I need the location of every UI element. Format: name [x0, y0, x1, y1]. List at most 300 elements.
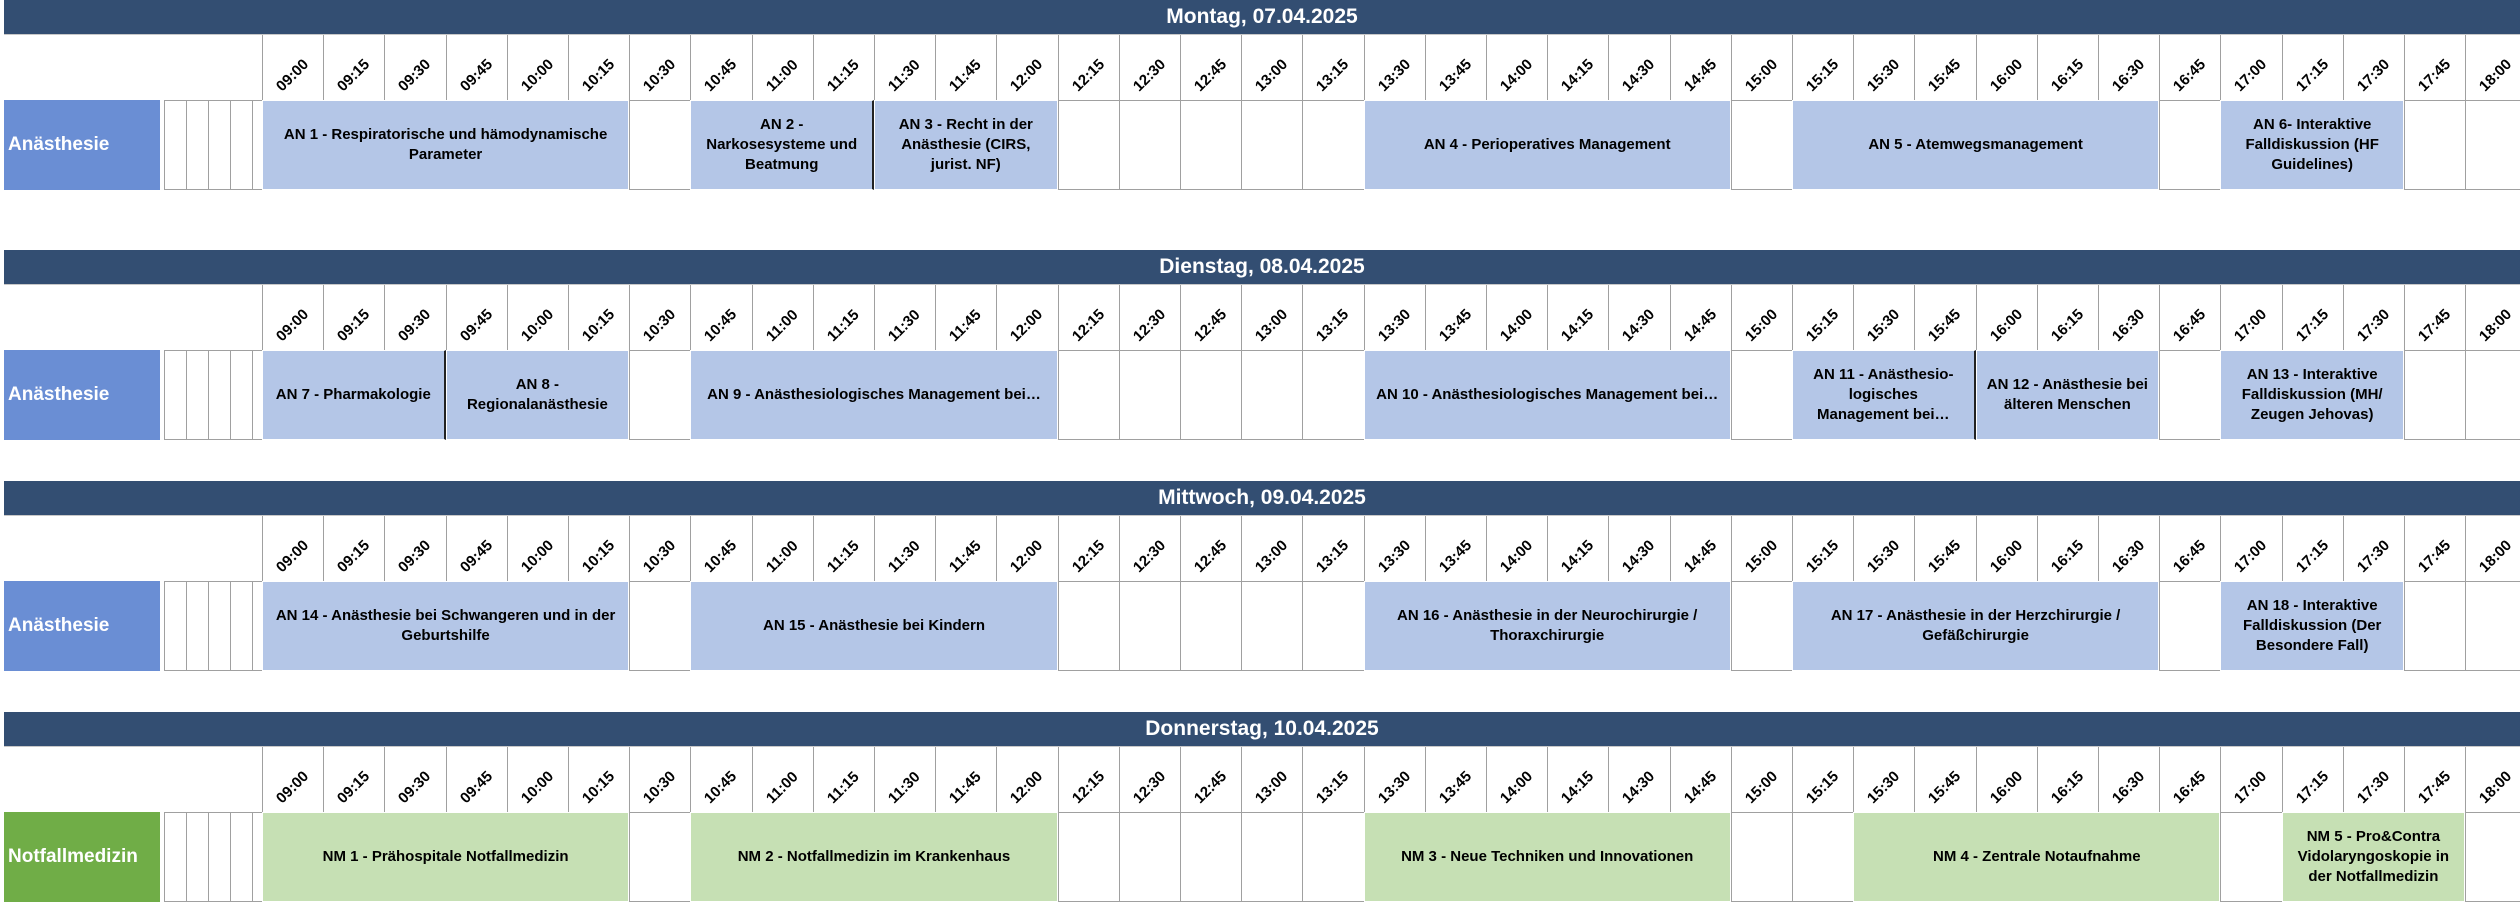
time-label: 13:15 — [1313, 536, 1353, 576]
session-block[interactable] — [1364, 100, 1731, 190]
grid-cell — [208, 812, 230, 902]
time-label: 16:15 — [2047, 767, 2088, 807]
time-label: 13:00 — [1252, 305, 1292, 345]
time-label: 11:30 — [885, 56, 924, 95]
grid-cell — [1241, 100, 1302, 190]
time-label: 11:30 — [885, 306, 924, 345]
grid-cell — [1302, 350, 1363, 440]
time-label: 14:00 — [1497, 767, 1537, 807]
time-label: 18:00 — [2476, 55, 2516, 95]
time-label: 13:30 — [1374, 536, 1414, 576]
time-slot — [262, 35, 323, 101]
time-label: 11:30 — [885, 537, 924, 576]
session-title: AN 12 - Anästhesie bei älteren Menschen — [1986, 376, 2148, 413]
session-title: AN 10 - Anästhesiologisches Management bei… — [1376, 386, 1719, 403]
time-label: 17:45 — [2415, 305, 2455, 345]
session-title: AN 3 - Recht in der Anästhesie (CIRS, jurist. NF) — [898, 116, 1033, 173]
time-label: 12:45 — [1191, 305, 1231, 345]
time-slot — [1547, 285, 1608, 351]
day-section — [4, 250, 2520, 440]
time-label: 13:00 — [1252, 55, 1292, 95]
time-label: 11:15 — [823, 306, 863, 345]
time-label: 17:30 — [2353, 767, 2394, 807]
time-label: 09:00 — [273, 55, 313, 95]
time-label: 11:45 — [946, 56, 985, 95]
time-label: 13:45 — [1435, 55, 1476, 95]
time-slot — [874, 747, 935, 813]
time-label: 12:45 — [1191, 536, 1231, 576]
time-slot — [2404, 35, 2465, 101]
grid-cell — [1241, 350, 1302, 440]
grid-cell — [1058, 581, 1119, 671]
grid-cell — [230, 100, 252, 190]
time-label: 18:00 — [2476, 305, 2516, 345]
grid-cell — [1180, 812, 1241, 902]
time-slot — [1670, 35, 1731, 101]
time-label: 09:00 — [273, 767, 313, 807]
time-slot — [1731, 516, 1792, 582]
time-label: 09:00 — [273, 536, 313, 576]
time-header-row — [4, 515, 2520, 582]
time-label: 13:15 — [1313, 767, 1353, 807]
time-label: 17:30 — [2353, 55, 2394, 95]
grid-cell — [2465, 812, 2520, 902]
time-label: 15:00 — [1741, 55, 1782, 95]
time-slot — [752, 35, 813, 101]
session-block[interactable] — [2282, 812, 2466, 902]
grid-cell — [1180, 350, 1241, 440]
time-slot — [2465, 747, 2520, 813]
session-title: AN 8 - Regionalanästhesie — [466, 376, 608, 413]
time-label: 12:45 — [1191, 55, 1231, 95]
session-block[interactable] — [1792, 581, 2159, 671]
time-label: 15:45 — [1925, 767, 1965, 807]
session-title: AN 14 - Anästhesie bei Schwangeren und in der Geburtshilfe — [275, 607, 616, 644]
time-label: 13:45 — [1435, 305, 1476, 345]
time-label: 13:45 — [1435, 767, 1476, 807]
session-title: NM 4 - Zentrale Notaufnahme — [1933, 848, 2141, 865]
day-title: Montag, 07.04.2025 — [4, 0, 2520, 34]
time-slot — [996, 747, 1057, 813]
grid-cell — [1119, 812, 1180, 902]
time-label: 11:15 — [823, 768, 863, 807]
session-block[interactable] — [262, 581, 629, 671]
time-slot — [1241, 747, 1302, 813]
grid-cell — [1058, 812, 1119, 902]
session-block[interactable] — [690, 812, 1057, 902]
session-title: AN 2 - Narkosesysteme und Beatmung — [706, 116, 858, 173]
time-slot — [1486, 747, 1547, 813]
time-slot — [1425, 516, 1486, 582]
session-block[interactable] — [2220, 350, 2404, 440]
session-title: NM 3 - Neue Techniken und Innovationen — [1401, 848, 1694, 865]
time-label: 09:45 — [456, 767, 496, 807]
grid-cell — [1302, 812, 1363, 902]
time-label: 11:00 — [762, 768, 802, 807]
time-label: 14:45 — [1680, 305, 1720, 345]
time-label: 10:00 — [517, 305, 558, 345]
time-slot — [2098, 516, 2159, 582]
time-slot — [2404, 516, 2465, 582]
grid-cell — [1241, 812, 1302, 902]
session-block[interactable] — [1792, 100, 2159, 190]
time-slot — [1547, 516, 1608, 582]
time-slot — [2404, 747, 2465, 813]
session-block[interactable] — [446, 350, 630, 440]
time-label: 11:45 — [946, 537, 985, 576]
time-label: 16:30 — [2109, 305, 2149, 345]
time-slot — [446, 516, 507, 582]
time-slot — [1976, 35, 2037, 101]
time-slot — [935, 747, 996, 813]
time-label: 14:30 — [1619, 305, 1659, 345]
time-label: 16:00 — [1986, 767, 2026, 807]
time-label: 17:00 — [2231, 767, 2271, 807]
time-slot — [629, 35, 690, 101]
session-title: AN 7 - Pharmakologie — [275, 386, 431, 403]
time-label: 09:45 — [456, 536, 496, 576]
time-label: 12:00 — [1007, 305, 1047, 345]
time-label: 17:15 — [2292, 767, 2332, 807]
time-slot — [1241, 516, 1302, 582]
grid-cell — [2465, 100, 2520, 190]
time-label: 17:00 — [2231, 305, 2271, 345]
time-slot — [1058, 285, 1119, 351]
time-label: 14:45 — [1680, 767, 1720, 807]
grid-cell — [1731, 100, 1792, 190]
time-slot — [1119, 285, 1180, 351]
row-category-label: Anästhesie — [4, 581, 160, 671]
time-slot — [568, 747, 629, 813]
time-slot — [2343, 285, 2404, 351]
time-label: 17:15 — [2292, 305, 2332, 345]
time-slot — [2465, 516, 2520, 582]
time-slot — [2220, 285, 2281, 351]
day-section — [4, 0, 2520, 190]
time-label: 10:15 — [579, 55, 619, 95]
time-label: 09:30 — [395, 305, 435, 345]
time-label: 16:00 — [1986, 536, 2026, 576]
time-label: 11:45 — [946, 768, 985, 807]
time-slot — [1364, 747, 1425, 813]
time-label: 14:15 — [1558, 305, 1598, 345]
time-label: 14:00 — [1497, 536, 1537, 576]
time-header-row — [4, 746, 2520, 813]
session-block[interactable] — [874, 100, 1058, 190]
grid-cell — [1302, 100, 1363, 190]
time-slot — [2343, 35, 2404, 101]
time-slot — [2282, 516, 2343, 582]
time-label: 10:15 — [579, 536, 619, 576]
time-label: 16:15 — [2047, 55, 2088, 95]
time-label: 13:00 — [1252, 767, 1292, 807]
grid-cell — [629, 581, 690, 671]
day-title: Dienstag, 08.04.2025 — [4, 250, 2520, 284]
time-slot — [2282, 35, 2343, 101]
session-title: AN 16 - Anästhesie in der Neurochirurgie / Thoraxchirurgie — [1397, 607, 1698, 644]
time-label: 14:45 — [1680, 55, 1720, 95]
time-slot — [2282, 747, 2343, 813]
time-slot — [1425, 35, 1486, 101]
time-label: 10:00 — [517, 536, 558, 576]
session-title: NM 1 - Prähospitale Notfallmedizin — [322, 848, 569, 865]
time-label: 15:30 — [1864, 536, 1904, 576]
time-label: 13:30 — [1374, 55, 1414, 95]
session-title: NM 5 - Pro&Contra Vidolaryngoskopie in der Notfallmedizin — [2297, 828, 2450, 885]
time-label: 15:45 — [1925, 536, 1965, 576]
time-slot — [384, 747, 445, 813]
time-slot — [1731, 35, 1792, 101]
session-title: AN 11 - Anästhesio-logisches Management bei… — [1813, 366, 1954, 423]
time-label: 12:15 — [1068, 55, 1108, 95]
time-label: 15:45 — [1925, 55, 1965, 95]
time-label: 18:00 — [2476, 767, 2516, 807]
grid-cell — [1731, 581, 1792, 671]
grid-cell — [164, 100, 186, 190]
time-label: 13:30 — [1374, 305, 1414, 345]
time-label: 17:45 — [2415, 536, 2455, 576]
time-label: 14:30 — [1619, 536, 1659, 576]
time-slot — [384, 35, 445, 101]
session-block[interactable] — [2220, 100, 2404, 190]
grid-cell — [1731, 350, 1792, 440]
time-slot — [507, 747, 568, 813]
grid-cell — [2159, 581, 2220, 671]
session-block[interactable] — [690, 581, 1057, 671]
grid-cell — [230, 812, 252, 902]
time-label: 12:00 — [1007, 536, 1047, 576]
time-slot — [935, 285, 996, 351]
time-label: 17:15 — [2292, 536, 2332, 576]
row-category-label: Anästhesie — [4, 100, 160, 190]
time-slot — [690, 747, 751, 813]
grid-cell — [1058, 350, 1119, 440]
time-slot — [1792, 747, 1853, 813]
time-slot — [446, 747, 507, 813]
time-slot — [935, 516, 996, 582]
time-slot — [1180, 285, 1241, 351]
grid-cell — [1180, 100, 1241, 190]
grid-cell — [2159, 100, 2220, 190]
time-slot — [690, 516, 751, 582]
session-block[interactable] — [1976, 350, 2160, 440]
session-block[interactable] — [1853, 812, 2220, 902]
session-title: AN 18 - Interaktive Falldiskussion (Der Besondere Fall) — [2243, 597, 2382, 654]
session-block[interactable] — [2220, 581, 2404, 671]
time-slot — [752, 285, 813, 351]
time-slot — [752, 747, 813, 813]
time-slot — [2404, 285, 2465, 351]
time-slot — [1486, 35, 1547, 101]
time-label: 18:00 — [2476, 536, 2516, 576]
time-label: 10:00 — [517, 767, 558, 807]
session-title: AN 15 - Anästhesie bei Kindern — [762, 617, 985, 634]
time-slot — [629, 516, 690, 582]
session-block[interactable] — [1364, 812, 1731, 902]
time-label: 10:45 — [701, 305, 741, 345]
time-label: 14:15 — [1558, 767, 1598, 807]
grid-cell — [1302, 581, 1363, 671]
time-label: 10:30 — [640, 55, 680, 95]
time-slot — [996, 285, 1057, 351]
grid-cell — [208, 581, 230, 671]
time-label: 13:15 — [1313, 55, 1353, 95]
day-title: Donnerstag, 10.04.2025 — [4, 712, 2520, 746]
time-slot — [1670, 285, 1731, 351]
time-slot — [384, 516, 445, 582]
time-slot — [2159, 285, 2220, 351]
session-block[interactable] — [1792, 350, 1976, 440]
time-slot — [752, 516, 813, 582]
session-title: AN 4 - Perioperatives Management — [1423, 136, 1671, 153]
time-slot — [1608, 35, 1669, 101]
time-slot — [1302, 747, 1363, 813]
grid-cell — [629, 100, 690, 190]
grid-cell — [1119, 350, 1180, 440]
session-block[interactable] — [690, 350, 1057, 440]
grid-cell — [1119, 581, 1180, 671]
time-slot — [1364, 516, 1425, 582]
time-label: 12:00 — [1007, 55, 1047, 95]
time-label: 15:00 — [1741, 305, 1782, 345]
time-slot — [1608, 285, 1669, 351]
time-slot — [1670, 516, 1731, 582]
time-slot — [2220, 35, 2281, 101]
time-slot — [2037, 516, 2098, 582]
time-slot — [874, 285, 935, 351]
time-label: 17:00 — [2231, 55, 2271, 95]
time-label: 09:15 — [334, 55, 374, 95]
time-label: 10:15 — [579, 767, 619, 807]
time-slot — [813, 35, 874, 101]
session-row — [4, 350, 2520, 440]
grid-cell — [1058, 100, 1119, 190]
time-label: 11:00 — [762, 306, 802, 345]
time-slot — [1425, 747, 1486, 813]
time-slot — [323, 747, 384, 813]
time-slot — [1486, 285, 1547, 351]
time-slot — [935, 35, 996, 101]
time-label: 14:00 — [1497, 305, 1537, 345]
time-label: 09:15 — [334, 305, 374, 345]
time-slot — [690, 285, 751, 351]
time-label: 16:30 — [2109, 767, 2149, 807]
time-label: 11:00 — [762, 56, 802, 95]
time-slot — [1058, 747, 1119, 813]
time-label: 13:00 — [1252, 536, 1292, 576]
time-slot — [1976, 285, 2037, 351]
time-slot — [813, 516, 874, 582]
time-label: 14:15 — [1558, 55, 1598, 95]
time-slot — [507, 35, 568, 101]
time-slot — [1486, 516, 1547, 582]
session-block[interactable] — [262, 812, 629, 902]
time-slot — [507, 285, 568, 351]
time-slot — [874, 35, 935, 101]
time-slot — [2159, 516, 2220, 582]
time-label: 16:45 — [2170, 536, 2210, 576]
time-label: 09:45 — [456, 55, 496, 95]
time-slot — [813, 285, 874, 351]
time-slot — [996, 516, 1057, 582]
time-label: 13:30 — [1374, 767, 1414, 807]
time-label: 12:30 — [1129, 536, 1170, 576]
time-label: 10:30 — [640, 536, 680, 576]
grid-cell — [2404, 581, 2465, 671]
time-slot — [996, 35, 1057, 101]
time-slot — [1792, 285, 1853, 351]
time-slot — [1302, 285, 1363, 351]
time-label: 12:30 — [1129, 55, 1170, 95]
time-slot — [2282, 285, 2343, 351]
grid-cell — [2465, 350, 2520, 440]
time-slot — [629, 285, 690, 351]
grid-cell — [164, 812, 186, 902]
time-header-row — [4, 284, 2520, 351]
time-slot — [507, 516, 568, 582]
time-slot — [1670, 747, 1731, 813]
session-title: AN 17 - Anästhesie in der Herzchirurgie / Gefäßchirurgie — [1830, 607, 2121, 644]
time-slot — [2037, 285, 2098, 351]
time-slot — [1853, 35, 1914, 101]
session-block[interactable] — [262, 350, 446, 440]
time-label: 16:15 — [2047, 536, 2088, 576]
time-slot — [2037, 35, 2098, 101]
time-slot — [1058, 516, 1119, 582]
time-slot — [1976, 747, 2037, 813]
time-label: 10:15 — [579, 305, 619, 345]
time-label: 11:30 — [885, 768, 924, 807]
time-label: 17:30 — [2353, 305, 2394, 345]
time-label: 13:45 — [1435, 536, 1476, 576]
time-slot — [1853, 285, 1914, 351]
grid-cell — [2404, 100, 2465, 190]
time-label: 17:15 — [2292, 55, 2332, 95]
time-label: 17:45 — [2415, 767, 2455, 807]
grid-cell — [186, 581, 208, 671]
session-title: NM 2 - Notfallmedizin im Krankenhaus — [737, 848, 1011, 865]
time-slot — [1608, 516, 1669, 582]
grid-cell — [629, 350, 690, 440]
time-slot — [1119, 516, 1180, 582]
session-row — [4, 812, 2520, 902]
time-label: 10:45 — [701, 55, 741, 95]
time-label: 09:30 — [395, 536, 435, 576]
time-slot — [2098, 747, 2159, 813]
time-label: 12:45 — [1191, 767, 1231, 807]
session-block[interactable] — [262, 100, 629, 190]
session-block[interactable] — [1364, 581, 1731, 671]
session-title: AN 13 - Interaktive Falldiskussion (MH/ Zeugen Jehovas) — [2241, 366, 2383, 423]
time-slot — [874, 516, 935, 582]
grid-cell — [186, 100, 208, 190]
time-slot — [1241, 35, 1302, 101]
time-header-row — [4, 34, 2520, 101]
session-title: AN 1 - Respiratorische und hämodynamische Parameter — [283, 126, 608, 163]
time-label: 12:30 — [1129, 305, 1170, 345]
time-label: 16:45 — [2170, 767, 2210, 807]
time-slot — [1302, 516, 1363, 582]
grid-cell — [1241, 581, 1302, 671]
session-block[interactable] — [1364, 350, 1731, 440]
time-slot — [1364, 35, 1425, 101]
time-slot — [1792, 35, 1853, 101]
time-label: 15:45 — [1925, 305, 1965, 345]
time-slot — [323, 35, 384, 101]
time-label: 16:45 — [2170, 55, 2210, 95]
time-label: 12:00 — [1007, 767, 1047, 807]
session-block[interactable] — [690, 100, 874, 190]
